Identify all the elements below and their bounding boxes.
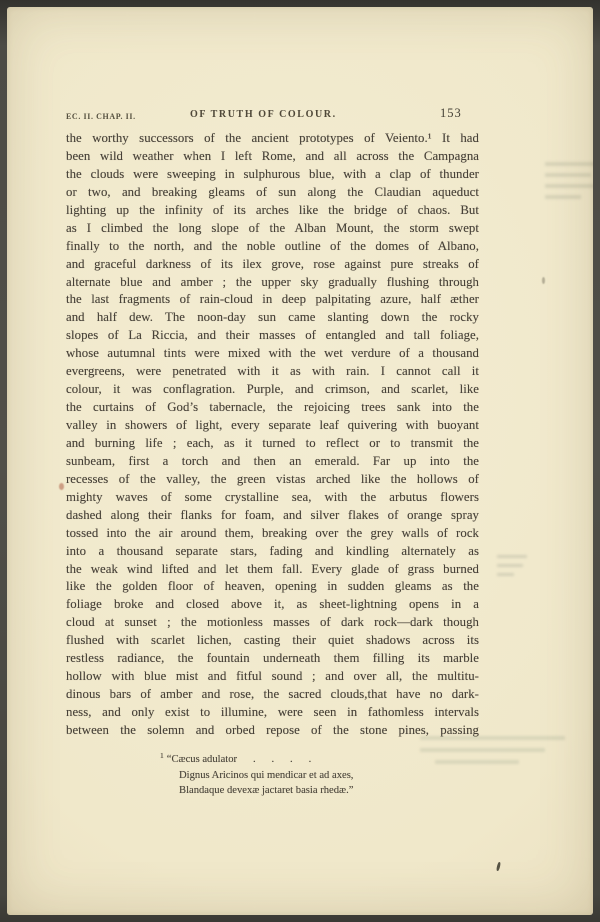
text-line: evergreens, were penetrated with it as with rain. I cannot call it bbox=[66, 364, 479, 379]
text-line: foliage broke and closed above it, as sheet-lightning opens in a bbox=[66, 597, 479, 612]
text-line: slopes of La Riccia, and their masses of entangled and tall foliage, bbox=[66, 328, 479, 343]
text-line: like the golden floor of heaven, opening in sudden gleams as the bbox=[66, 579, 479, 594]
bleedthrough-mark bbox=[420, 736, 565, 772]
footnote-line: Blandaque devexæ jactaret basia rhedæ.” bbox=[179, 785, 354, 797]
text-line: or two, and breaking gleams of sun along the Claudian aqueduct bbox=[66, 184, 479, 199]
text-line: between the solemn and orbed repose of the stone pines, passing bbox=[66, 722, 479, 737]
text-line: dinous bars of amber and rose, the sacred clouds,that have no dark- bbox=[66, 687, 479, 702]
footnote-text: “Cæcus adulator . . . . bbox=[166, 754, 312, 765]
footnote-line bbox=[160, 748, 353, 768]
text-line: whose autumnal tints were mixed with the wet verdure of a thousand bbox=[66, 346, 479, 361]
ink-speck bbox=[59, 483, 64, 490]
section-chapter-label: EC. II. CHAP. II. bbox=[66, 112, 136, 121]
body-text bbox=[66, 130, 479, 740]
text-line: dashed along their flanks for foam, and silver flakes of orange spray bbox=[66, 507, 479, 522]
text-line: hollow with blue mist and fitful sound ; and over all, the multitu- bbox=[66, 669, 479, 684]
text-line: sunbeam, first a torch and then an emerald. Far up into the bbox=[66, 453, 479, 468]
text-line: flushed with scarlet lichen, casting their quiet shadows across its bbox=[66, 633, 479, 648]
text-line: and graceful darkness of its ilex grove, rose against pure streaks of bbox=[66, 256, 479, 271]
text-line: valley in showers of light, every separate leaf quivering with buoyant bbox=[66, 418, 479, 432]
text-line: tossed into the air around them, breaking over the grey walls of rock bbox=[66, 525, 479, 540]
text-line: colour, it was conflagration. Purple, and crimson, and scarlet, like bbox=[66, 382, 479, 397]
book-page bbox=[7, 7, 593, 915]
text-line: the weak wind lifted and let them fall. Every glade of grass burned bbox=[66, 561, 479, 576]
text-line: into a thousand separate stars, fading and kindling alternately as bbox=[66, 543, 479, 558]
text-line: mighty waves of some crystalline sea, with the arbutus flowers bbox=[66, 489, 479, 504]
running-header bbox=[7, 106, 593, 126]
text-line: the last fragments of rain-cloud in deep palpitating azure, half æther bbox=[66, 292, 479, 307]
bleedthrough-mark bbox=[545, 162, 593, 206]
bleedthrough-mark bbox=[497, 555, 527, 582]
footnote bbox=[160, 748, 353, 799]
footnote-marker: 1 bbox=[160, 751, 164, 760]
text-line: the curtains of God’s tabernacle, the rejoicing trees sank into the bbox=[66, 400, 479, 415]
ink-speck bbox=[542, 277, 545, 284]
text-line: recesses of the valley, the green vistas arched like the hollows of bbox=[66, 471, 479, 486]
text-line: and burning life ; each, as it turned to reflect or to transmit the bbox=[66, 435, 479, 450]
text-line: alternate blue and amber ; the upper sky gradually flushing through bbox=[66, 274, 479, 289]
text-line: and half dew. The noon-day sun came slanting down the rocky bbox=[66, 310, 479, 325]
ink-speck bbox=[496, 862, 501, 871]
text-line: restless radiance, the fountain underneath them filling its marble bbox=[66, 651, 479, 666]
text-line: ness, and only exist to illumine, were seen in fathomless intervals bbox=[66, 705, 479, 719]
text-line: cloud at sunset ; the motionless masses of dark rock—dark though bbox=[66, 615, 479, 630]
footnote-line: Dignus Aricinos qui mendicar et ad axes, bbox=[179, 769, 354, 781]
text-line: the clouds were sweeping in sulphurous blue, with a clap of thunder bbox=[66, 166, 479, 181]
text-line: been wild weather when I left Rome, and all across the Campagna bbox=[66, 148, 479, 163]
text-line: lighting up the infinity of its arches like the bridge of chaos. But bbox=[66, 202, 479, 217]
text-line: finally to the north, and the noble outline of the domes of Albano, bbox=[66, 238, 479, 253]
text-line: as I climbed the long slope of the Alban Mount, the storm swept bbox=[66, 220, 479, 235]
page-title: OF TRUTH OF COLOUR. bbox=[190, 109, 337, 120]
page-number: 153 bbox=[440, 106, 462, 120]
text-line: the worthy successors of the ancient prototypes of Veiento.¹ It had bbox=[66, 131, 479, 145]
